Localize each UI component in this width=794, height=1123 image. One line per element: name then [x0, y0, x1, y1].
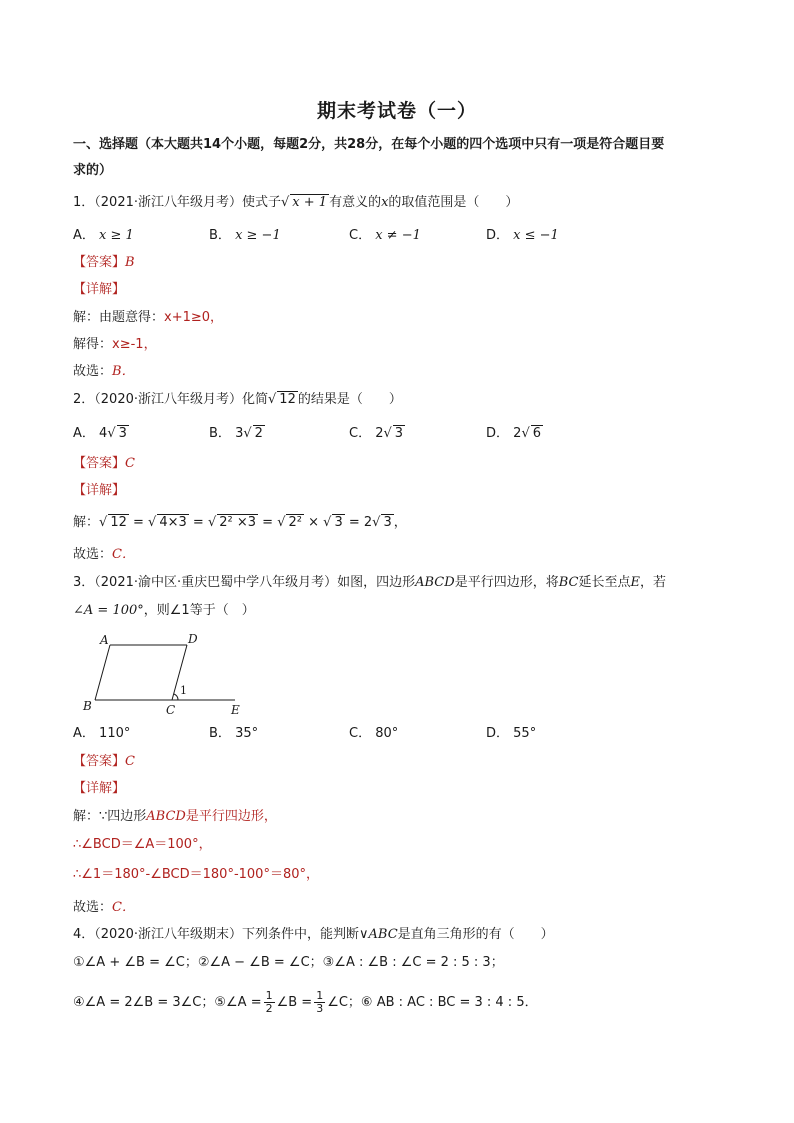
side-ab: [95, 645, 110, 700]
q4-conditions-2: ④∠A = 2∠B = 3∠C；⑤∠A = $\frac{1}{2}$ ∠B = $\frac{1}{3}$ ∠C；⑥ AB : AC : BC = 3 : 4 : 5．: [73, 989, 538, 1015]
section-heading: 一、选择题（本大题共14个小题，每题2分，共28分，在每个小题的四个选项中只有一项是符合题目要: [73, 137, 665, 152]
question-4: 4．（2020·浙江八年级期末）下列条件中，能判断∨ABC是直角三角形的有（ ）: [73, 927, 554, 942]
fraction-one-half: $\frac{1}{2}$: [265, 989, 273, 1015]
q2-option-d: D． 2√ 6: [486, 426, 542, 441]
question-1: 1．（2021·浙江八年级月考）使式子√ x + 1 有意义的x的取值范围是（ ）: [73, 195, 519, 210]
q3-option-a: A． 110°: [73, 726, 131, 741]
label-c: C: [166, 703, 176, 716]
label-e: E: [231, 703, 240, 716]
q2-option-c: C． 2√ 3: [349, 426, 404, 441]
question-3-cont: ∠A = 100°，则∠1等于（ ）: [73, 603, 255, 618]
q2-solution: 解：√ 12 = √ 4×3 = √ 2² ×3 = √ 2² × √ 3 = 2√ 3 ，: [73, 515, 407, 530]
q1-option-a: A． x ≥ 1: [73, 228, 134, 243]
q3-solution-3: ∴∠1＝180°-∠BCD＝180°-100°＝80°，: [73, 867, 319, 882]
q2-chosen: 故选：C．: [73, 547, 135, 562]
label-d: D: [188, 632, 198, 646]
q2-option-a: A． 4√ 3: [73, 426, 127, 441]
q1-solution-2: 解得：x≥-1，: [73, 337, 157, 352]
sqrt-sign: √: [268, 392, 277, 407]
q1-chosen: 故选：B．: [73, 364, 135, 379]
label-b: B: [83, 699, 92, 713]
q3-chosen: 故选：C．: [73, 900, 135, 915]
q1-detail-label: 【详解】: [73, 282, 126, 297]
q3-solution-1: 解：∵四边形ABCD是平行四边形，: [73, 809, 277, 824]
q2-answer: 【答案】C: [73, 456, 135, 471]
q3-option-d: D． 55°: [486, 726, 537, 741]
q1-option-c: C． x ≠ −1: [349, 228, 421, 243]
q3-detail-label: 【详解】: [73, 781, 126, 796]
sqrt-sign: √: [281, 195, 290, 210]
q3-answer: 【答案】C: [73, 754, 135, 769]
label-a: A: [100, 633, 109, 647]
q2-option-b: B． 3√ 2: [209, 426, 263, 441]
q1-solution-1: 解：由题意得：x+1≥0，: [73, 310, 224, 325]
q4-conditions-1: ①∠A + ∠B = ∠C；②∠A − ∠B = ∠C；③∠A : ∠B : ∠C = 2 : 5 : 3；: [73, 955, 504, 970]
parallelogram-figure: [80, 628, 250, 716]
q3-option-c: C． 80°: [349, 726, 399, 741]
section-heading-cont: 求的）: [73, 163, 113, 178]
question-2: 2．（2020·浙江八年级月考）化简√ 12 的结果是（ ）: [73, 392, 402, 407]
question-3: 3．（2021·渝中区·重庆巴蜀中学八年级月考）如图，四边形ABCD是平行四边形，将BC延长至点E，若: [73, 575, 666, 590]
angle-1-arc: [174, 694, 178, 700]
fraction-one-third: $\frac{1}{3}$: [316, 989, 324, 1015]
q1-option-d: D． x ≤ −1: [486, 228, 559, 243]
q2-detail-label: 【详解】: [73, 483, 126, 498]
q3-option-b: B． 35°: [209, 726, 259, 741]
q3-solution-2: ∴∠BCD＝∠A＝100°，: [73, 837, 212, 852]
q1-answer: 【答案】B: [73, 255, 135, 270]
label-angle-1: 1: [180, 684, 187, 697]
page-title: 期末考试卷（一）: [316, 100, 477, 122]
q1-option-b: B． x ≥ −1: [209, 228, 281, 243]
